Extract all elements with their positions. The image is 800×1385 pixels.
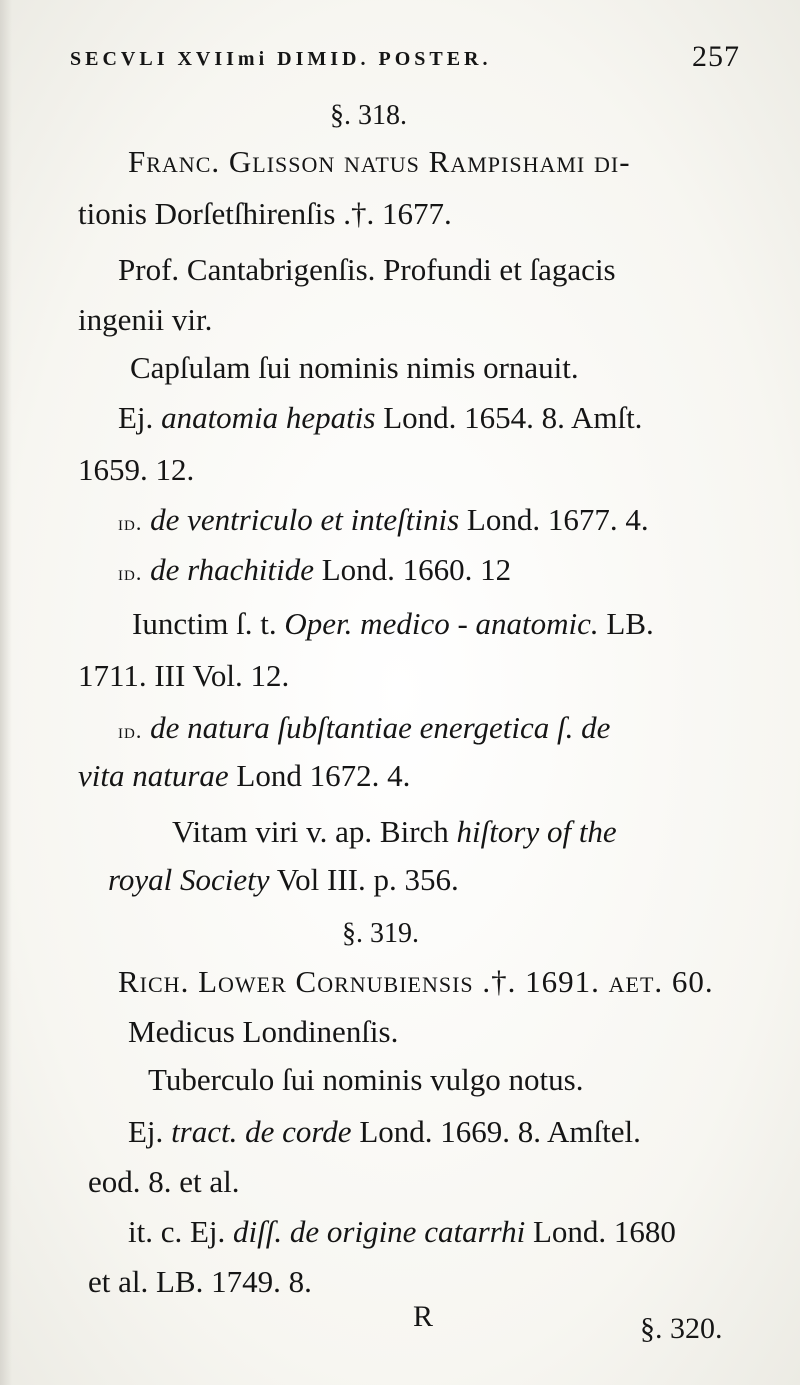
imprint-royal-society: Vol III. p. 356. bbox=[276, 862, 459, 897]
title-history: hiſtory of the bbox=[456, 814, 617, 849]
title-de-rhachitide: de rhachitide bbox=[150, 552, 314, 587]
title-de-ventriculo: de ventriculo et inteſtinis bbox=[150, 502, 460, 537]
running-head: SECVLI XVIImi DIMID. POSTER. bbox=[70, 48, 492, 70]
entry-glisson-line-15 bbox=[108, 860, 459, 900]
entry-glisson-line-1: Franc. Glisson natus Rampishami di- bbox=[128, 144, 631, 179]
title-diss-de-origine-catarrhi: diſſ. de origine catarrhi bbox=[233, 1214, 526, 1249]
it-c-ej: it. c. Ej. bbox=[128, 1214, 226, 1249]
page-number: 257 bbox=[692, 40, 740, 73]
entry-glisson-natura bbox=[118, 708, 610, 751]
entry-glisson-line-3: Prof. Cantabrigenſis. Profundi et ſagacis bbox=[118, 252, 616, 287]
title-oper-medico-anatomic: Oper. medico - anatomic. bbox=[284, 606, 599, 641]
imprint-oper: LB. bbox=[606, 606, 654, 641]
entry-glisson-vitam bbox=[172, 812, 617, 852]
section-319-heading: §. 319. bbox=[342, 918, 419, 949]
iunctim-text: Iunctim ſ. t. bbox=[132, 606, 277, 641]
ej-label: Ej. bbox=[118, 400, 154, 435]
section-318-heading: §. 318. bbox=[330, 100, 407, 131]
catchword: §. 320. bbox=[640, 1312, 723, 1345]
id-label: id. bbox=[118, 718, 143, 743]
page-gutter-shadow bbox=[0, 0, 12, 1385]
entry-glisson-rhachitide bbox=[118, 550, 511, 593]
entry-glisson-opera bbox=[132, 604, 654, 644]
imprint-ventriculo: Lond. 1677. 4. bbox=[466, 502, 649, 537]
entry-glisson-ventriculo bbox=[118, 500, 649, 543]
id-label: id. bbox=[118, 560, 143, 585]
entry-glisson-line-5: Capſulam ſui nominis nimis ornauit. bbox=[130, 350, 579, 385]
entry-glisson-line-13 bbox=[78, 756, 410, 796]
vitam-text: Vitam viri v. ap. Birch bbox=[172, 814, 449, 849]
page-header bbox=[70, 40, 750, 80]
imprint-natura: Lond 1672. 4. bbox=[236, 758, 411, 793]
entry-lower-catarrhi bbox=[128, 1212, 676, 1252]
ej-label: Ej. bbox=[128, 1114, 164, 1149]
title-vita-naturae: vita naturae bbox=[78, 758, 229, 793]
imprint-catarrhi: Lond. 1680 bbox=[533, 1214, 676, 1249]
entry-lower-corde bbox=[128, 1112, 641, 1152]
entry-glisson-line-4: ingenii vir. bbox=[78, 302, 213, 337]
imprint-corde: Lond. 1669. 8. Amſtel. bbox=[359, 1114, 641, 1149]
entry-lower-line-2: Medicus Londinenſis. bbox=[128, 1014, 399, 1049]
signature-mark: R bbox=[413, 1300, 434, 1333]
entry-lower-line-7: et al. LB. 1749. 8. bbox=[88, 1264, 312, 1299]
entry-glisson-line-7: 1659. 12. bbox=[78, 452, 195, 487]
entry-lower-line-3: Tuberculo ſui nominis vulgo notus. bbox=[148, 1062, 584, 1097]
entry-glisson-anatomia bbox=[118, 398, 642, 438]
entry-lower-line-1: Rich. Lower Cornubienſis .†. 1691. aet. 60. bbox=[118, 964, 714, 999]
entry-lower-line-5: eod. 8. et al. bbox=[88, 1164, 240, 1199]
entry-glisson-line-2: tionis Dorſetſhirenſis .†. 1677. bbox=[78, 196, 452, 231]
title-tract-de-corde: tract. de corde bbox=[171, 1114, 352, 1149]
imprint-rhachitide: Lond. 1660. 12 bbox=[321, 552, 512, 587]
title-de-natura: de natura ſubſtantiae energetica ſ. de bbox=[150, 710, 611, 745]
title-royal-society: royal Society bbox=[108, 862, 270, 897]
id-label: id. bbox=[118, 510, 143, 535]
title-anatomia-hepatis: anatomia hepatis bbox=[161, 400, 376, 435]
entry-glisson-line-11: 1711. III Vol. 12. bbox=[78, 658, 290, 693]
imprint-anatomia: Lond. 1654. 8. Amſt. bbox=[383, 400, 643, 435]
